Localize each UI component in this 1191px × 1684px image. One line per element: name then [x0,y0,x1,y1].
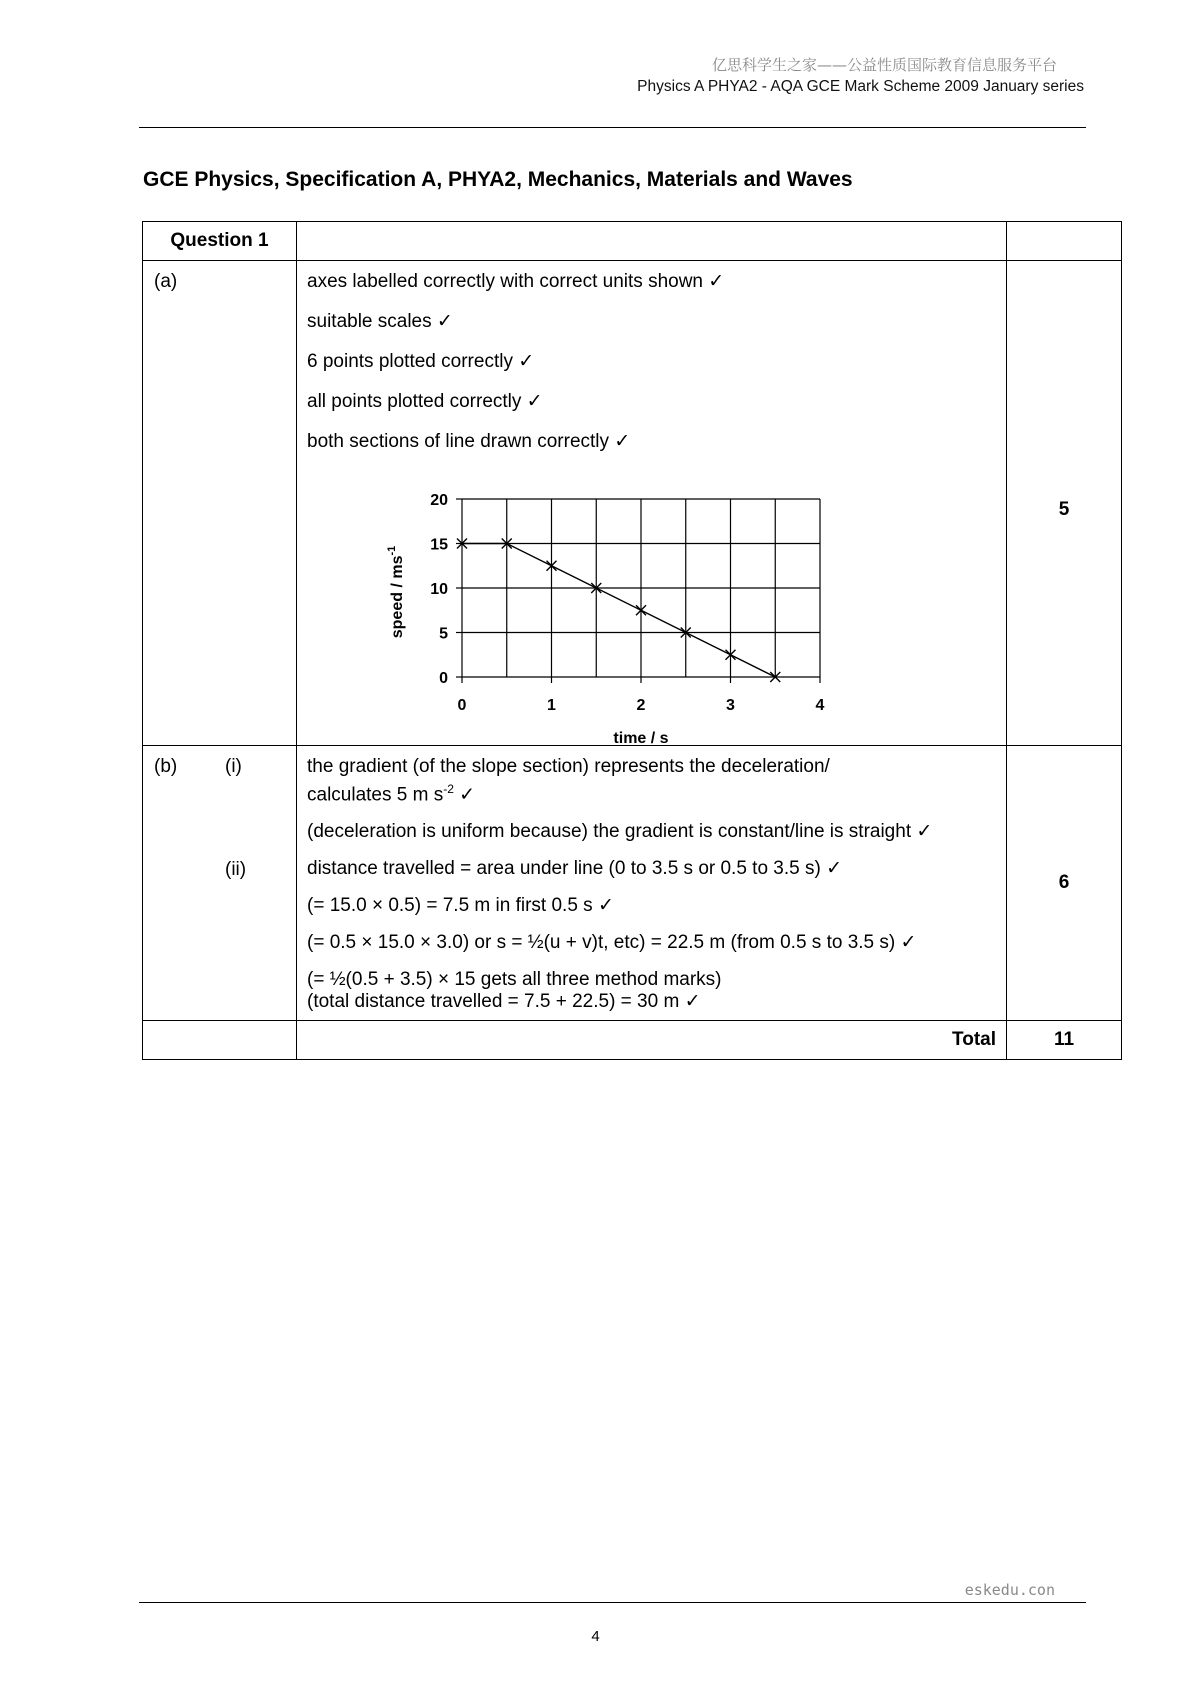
part-b-line: (total distance travelled = 7.5 + 22.5) = 30 m ✓ [307,991,701,1013]
header-chinese-text: 亿思科学生之家——公益性质国际教育信息服务平台 [711,56,1057,74]
x-tick-label: 0 [457,697,467,714]
part-b-row [143,746,1122,1021]
part-a-line: suitable scales ✓ [307,311,453,332]
part-a-line: all points plotted correctly ✓ [307,391,543,412]
part-b-marks: 6 [1058,872,1070,894]
part-b-line: distance travelled = area under line (0 to 3.5 s or 0.5 to 3.5 s) ✓ [307,858,843,880]
part-a-row [143,261,1122,746]
part-b-line: calculates 5 m $s^{-2}$ ✓ [307,782,476,806]
watermark-text: eskedu.con [964,1581,1055,1599]
x-tick-label: 2 [636,697,646,714]
part-b-line: the gradient (of the slope section) represents the deceleration/ [307,756,830,777]
question-header-row [143,222,1122,261]
total-value: 11 [1007,1021,1122,1060]
total-label: Total [297,1021,1007,1060]
total-row [143,1021,1122,1060]
part-a-line: both sections of line drawn correctly ✓ [307,431,631,452]
y-tick-label: 5 [439,625,448,643]
part-b-label: (b) [154,756,178,777]
speed-time-graph-svg [297,453,996,745]
header-series-text: Physics A PHYA2 - AQA GCE Mark Scheme 2009 January series [637,78,1084,95]
y-axis-title: speed / $ms^{-1}$ [386,545,406,639]
part-b-line: (= 0.5 × 15.0 × 3.0) or s = ½(u + v)t, etc) = 22.5 m (from 0.5 s to 3.5 s) ✓ [307,932,917,954]
document-title: GCE Physics, Specification A, PHYA2, Mechanics, Materials and Waves [143,168,853,191]
mark-scheme-table [142,221,1122,1060]
part-b-line: (= 15.0 × 0.5) = 7.5 m in first 0.5 s ✓ [307,895,614,917]
y-tick-label: 0 [439,670,448,687]
x-tick-label: 4 [815,697,825,714]
x-tick-label: 1 [547,697,556,714]
y-tick-label: 10 [430,581,448,598]
part-b-sub-i-label: (i) [225,756,242,777]
part-a-label: (a) [154,271,178,292]
page-number: 4 [591,1628,600,1645]
speed-time-graph [297,453,1006,745]
part-a-line: axes labelled correctly with correct units shown ✓ [307,271,725,292]
part-b-line: (deceleration is uniform because) the gradient is constant/line is straight ✓ [307,821,933,843]
y-tick-label: 15 [430,536,448,554]
part-b-sub-ii-label: (ii) [225,859,247,880]
part-b-line: (= ½(0.5 + 3.5) × 15 gets all three method marks) [307,969,722,991]
part-a-line: 6 points plotted correctly ✓ [307,351,535,372]
part-a-marks: 5 [1058,499,1070,520]
footer-rule [139,1602,1086,1603]
x-tick-label: 3 [726,697,735,714]
x-axis-title: time / s [613,730,669,745]
y-tick-label: 20 [430,492,448,509]
header-rule [139,127,1086,128]
question-label: Question 1 [143,222,297,261]
